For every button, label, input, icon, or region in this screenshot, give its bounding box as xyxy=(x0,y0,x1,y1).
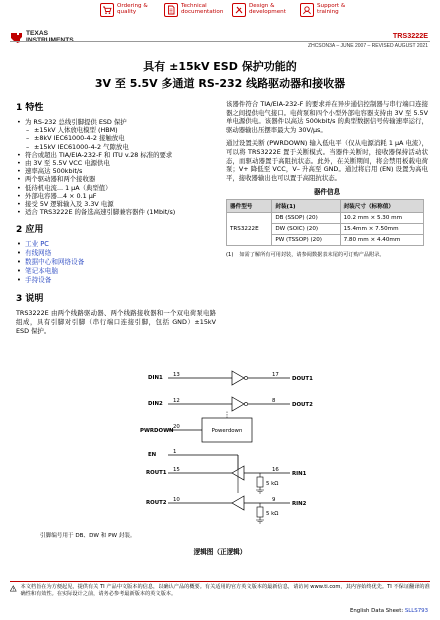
applications-heading: 2 应用 xyxy=(16,225,44,236)
dout1-label: DOUT1 xyxy=(292,376,313,382)
rout2-label: ROUT2 xyxy=(146,500,167,506)
feature-item: – ±8kV IEC61000-4-2 接触放电 xyxy=(16,134,216,142)
table-header: 器件型号 xyxy=(227,200,272,213)
pin-number: 12 xyxy=(173,398,180,404)
pin-number: 15 xyxy=(173,467,180,473)
doc-number[interactable]: TRS3222E xyxy=(392,31,428,40)
pin-number: 13 xyxy=(173,372,180,378)
package-cell: DW (SOIC) (20) xyxy=(272,224,340,235)
cart-icon xyxy=(100,3,114,17)
device-info-title: 器件信息 xyxy=(313,188,341,197)
technical-documentation-link[interactable] xyxy=(164,3,227,17)
resistor-1-label: 5 kΩ xyxy=(266,481,279,487)
left-column xyxy=(16,100,216,335)
feature-item: • 为 RS-232 总线引脚提供 ESD 保护 xyxy=(16,118,216,126)
size-cell: 10.2 mm × 5.30 mm xyxy=(340,213,423,224)
diagram-caption: 逻辑图（正逻辑） xyxy=(193,548,247,556)
support-training-link[interactable] xyxy=(300,3,363,17)
feature-item: • 由 3V 至 5.5V VCC 电源供电 xyxy=(16,159,216,167)
warning-icon xyxy=(10,584,17,593)
application-link[interactable]: • 数据中心和网络设备 xyxy=(16,258,216,267)
table-row xyxy=(227,213,424,224)
resistor-2 xyxy=(257,507,263,517)
link-line: Design & xyxy=(249,3,275,9)
page-title-line2: 3V 至 5.5V 多通道 RS-232 线路驱动器和接收器 xyxy=(94,77,346,90)
logic-diagram xyxy=(140,363,340,533)
device-info-table xyxy=(226,199,424,246)
application-link[interactable]: • 工业 PC xyxy=(16,240,216,249)
table-footnote xyxy=(226,252,428,259)
resistor-1 xyxy=(257,477,263,487)
top-link-bar xyxy=(0,0,440,24)
document-icon xyxy=(164,3,178,17)
english-datasheet-label: English Data Sheet: xyxy=(349,608,404,614)
description-para-1: 该器件符合 TIA/EIA-232-F 的要求并在异步通信控制器与串行端口连接器之间提供电气接口。电荷泵和四个小型外部电容器支持由 3V 至 5.5V 单电源供电。该器件以高达 500kbit/s 的典型数据信号传输速率运行，驱动器输出压摆率最大为 30V/μs。 xyxy=(226,100,428,134)
application-link[interactable]: • 有线网络 xyxy=(16,249,216,258)
link-line: documentation xyxy=(181,9,224,16)
footer-notice xyxy=(10,581,430,598)
link-line: Technical xyxy=(181,3,207,9)
feature-item: – ±15kV IEC61000-4-2 气隙放电 xyxy=(16,143,216,151)
rout1-label: ROUT1 xyxy=(146,470,167,476)
feature-item: • 适合 TRS3222E 的备选高速引脚兼容器件 (1Mbit/s) xyxy=(16,208,216,216)
features-heading: 1 特性 xyxy=(16,103,44,113)
feature-item: • 外部电容器...4 × 0.1 μF xyxy=(16,192,216,200)
feature-item: • 两个驱动器和两个接收器 xyxy=(16,175,216,183)
pin-number: 8 xyxy=(272,398,276,404)
english-datasheet-link[interactable]: SLLS793 xyxy=(404,608,428,614)
pin-number: 9 xyxy=(272,497,276,503)
pin-number: 20 xyxy=(173,424,180,430)
tools-icon xyxy=(232,3,246,17)
application-link[interactable]: • 笔记本电脑 xyxy=(16,267,216,276)
revision-line: ZHCSON3A – JUNE 2007 – REVISED AUGUST 2021 xyxy=(308,43,428,49)
features-list xyxy=(16,118,216,216)
driver1-buffer xyxy=(232,371,244,385)
resistor-2-label: 5 kΩ xyxy=(266,511,279,517)
application-link[interactable]: • 手持设备 xyxy=(16,276,216,285)
logo-line: TEXAS xyxy=(26,30,48,37)
link-line: Ordering & xyxy=(117,3,148,9)
rin1-label: RIN1 xyxy=(292,471,307,477)
rin2-label: RIN2 xyxy=(292,501,307,507)
feature-item: • 速率高达 500kbit/s xyxy=(16,167,216,175)
footnote-text: 如需了解所有可用封装，请参阅数据表末尾的可订购产品附录。 xyxy=(239,252,385,259)
diagram-note: 引脚编号用于 DB、DW 和 PW 封装。 xyxy=(40,533,136,539)
applications-list xyxy=(16,240,216,285)
description-para-2: 通过设置关断 (PWRDOWN) 输入低电平（仅从电源消耗 1 μA 电流），可以将 TRS3222E 置于关断模式。当器件关断时，接收器保持活动状态，而驱动器置于高阻抗状态。此外，在关断期间，将会禁用板载电荷泵；V+ 降低至 VCC，V– 升高至 GND。通过将启用 (EN) 设置为高电平，接收器输出也可以置于高阻抗状态。 xyxy=(226,139,428,182)
feature-item: – ±15kV 人体放电模型 (HBM) xyxy=(16,126,216,134)
support-icon xyxy=(300,3,314,17)
driver2-buffer xyxy=(232,397,244,411)
feature-item: • 低待机电流... 1 μA（典型值） xyxy=(16,184,216,192)
size-cell: 15.4mm × 7.50mm xyxy=(340,224,423,235)
feature-item: • 接受 5V 逻辑输入及 3.3V 电源 xyxy=(16,200,216,208)
din1-label: DIN1 xyxy=(148,375,163,381)
receiver2-buffer xyxy=(232,496,244,510)
pwrdown-label: PWRDOWN xyxy=(140,428,174,434)
part-number-cell: TRS3222E xyxy=(227,213,272,246)
right-column xyxy=(226,100,428,259)
powerdown-block-label: Powerdown xyxy=(211,428,243,434)
en-label: EN xyxy=(148,452,157,458)
link-line: development xyxy=(249,9,286,16)
link-line: training xyxy=(317,9,339,16)
size-cell: 7.80 mm × 4.40mm xyxy=(340,235,423,246)
pin-number: 1 xyxy=(173,449,177,455)
feature-item: • 符合或超出 TIA/EIA-232-F 和 ITU v.28 标准的要求 xyxy=(16,151,216,159)
ordering-quality-link[interactable] xyxy=(100,3,163,17)
footer-text: 本文档旨在为方便起见，提供有关 TI 产品中文版本的信息，以确认产品的概要。有关适用的官方英文版本的最新信息，请访问 www.ti.com，其内容始终优先。TI 不保证翻译的准确性和有效性。在实际设计之前，请务必参考最新版本的英文版本。 xyxy=(20,584,430,597)
package-cell: DB (SSOP) (20) xyxy=(272,213,340,224)
link-line: quality xyxy=(117,9,137,16)
design-development-link[interactable] xyxy=(232,3,295,17)
pin-number: 17 xyxy=(272,372,279,378)
description-text: TRS3222E 由两个线路驱动器、两个线路接收器和一个双电荷泵电路组成，具有引脚对引脚（串行端口连接引脚，包括 GND）±15kV ESD 保护。 xyxy=(16,309,216,335)
page-title-line1: 具有 ±15kV ESD 保护功能的 xyxy=(143,60,297,73)
pin-number: 16 xyxy=(272,467,279,473)
dout2-label: DOUT2 xyxy=(292,402,313,408)
din2-label: DIN2 xyxy=(148,401,163,407)
pin-number: 10 xyxy=(173,497,180,503)
english-datasheet-ref xyxy=(350,608,428,614)
package-cell: PW (TSSOP) (20) xyxy=(272,235,340,246)
table-header: 封装(1) xyxy=(272,200,340,213)
header-divider xyxy=(10,41,430,42)
footnote-number: (1) xyxy=(226,252,234,259)
table-header: 封装尺寸（标称值） xyxy=(340,200,423,213)
description-heading: 3 说明 xyxy=(16,294,44,305)
link-line: Support & xyxy=(317,3,346,9)
